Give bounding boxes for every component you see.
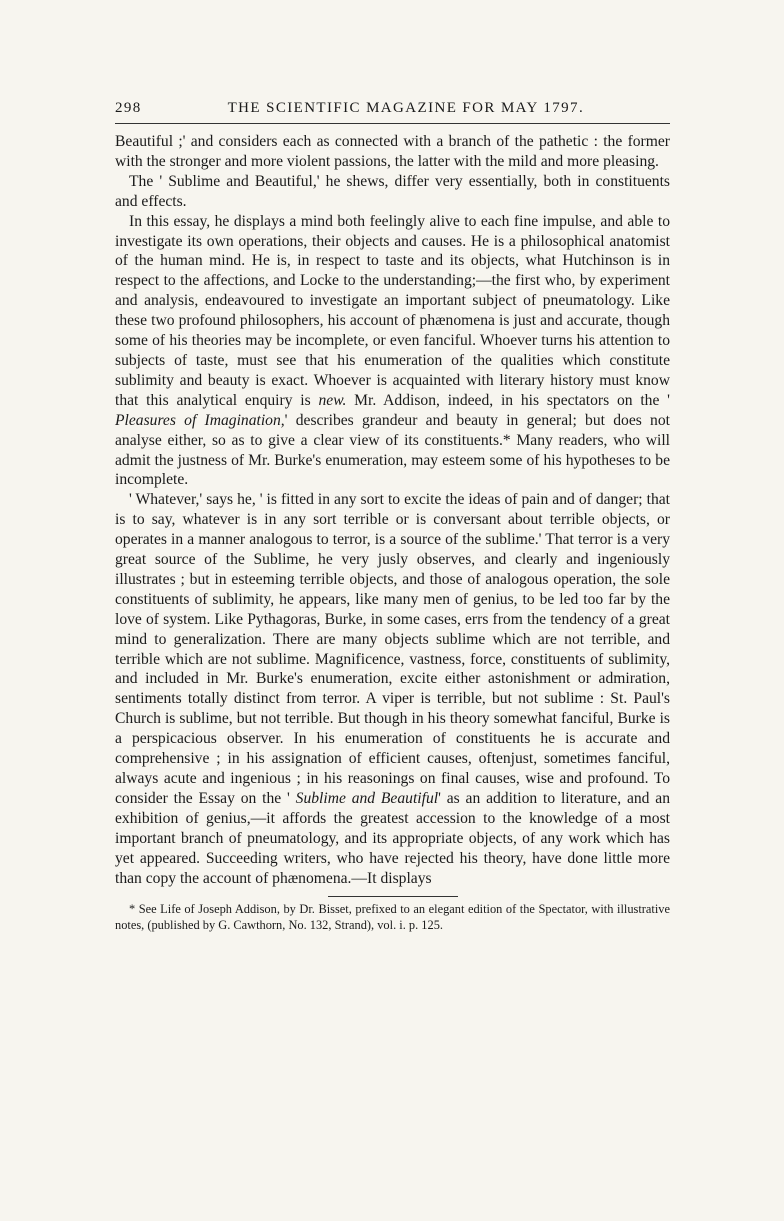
book-page [115,100,670,933]
paragraph [115,490,670,888]
running-title: THE SCIENTIFIC MAGAZINE FOR MAY 1797. [227,100,585,116]
paragraph-continuation: Beautiful ;' and considers each as connected with a branch of the pathetic : the former with the stronger and more violent passions, the latter with the mild and more pleasing. [115,133,670,170]
paragraph-text: ' as an addition to literature, and an exhibition of genius,—it affords the greatest accession to the knowledge of a most important branch of pneumatology, and its appropriate objects, of any work which has yet appeared. Succeeding writers, who have rejected his theory, have done little more than copy the account of phænomena.—It displays [115,789,671,887]
work-title: Sublime and Beautiful [295,789,439,807]
paragraph-text: ' Whatever,' says he, ' is fitted in any sort to excite the ideas of pain and of danger; that is to say, whatever is in any sort terrible or is conversant about terrible objects, or operates in a manner analogous to terror, is a source of the sublime.' That terror is a very great source of the Sublime, he very jusly observes, and clearly and ingeniously illustrates ; but in esteeming terrible objects, and those of analogous operation, the sole constituents of sublimity, he appears, like many men of genius, to be led too far by the love of system. Like Pythagoras, Burke, in some cases, errs from the tendency of a great mind to generalization. There are many objects sublime which are not terrible, and terrible which are not sublime. Magnificence, vastness, force, constituents of sublimity, and included in Mr. Burke's enumeration, excite either astonishment or admiration, sentiments totally distinct from terror. A viper is terrible, but not sublime : St. Paul's Church is sublime, but not terrible. But though in his theory somewhat fanciful, Burke is a perspicacious observer. In his enumeration of constituents he is accurate and comprehensive ; in his assignation of efficient causes, oftenjust, sometimes fanciful, always acute and ingenious ; in his reasonings on final causes, wise and profound. To consider the Essay on the ' [115,491,670,807]
paragraph-text: Mr. Addison, indeed, in his spectators on the ' [346,391,670,409]
paragraph: The ' Sublime and Beautiful,' he shews, differ very essentially, both in constituents and effects. [115,172,670,210]
paragraph-text: ' describes grandeur and beauty in general; but does not analyse either, so as to give a clear view of its constituents.* Many readers, who will admit the justness of Mr. Burke's enumeration, may esteem some of his hypotheses to be incomplete. [115,411,670,489]
page-header [115,100,670,124]
footnote: * See Life of Joseph Addison, by Dr. Bisset, prefixed to an elegant edition of the Spectator, with illustrative notes, (published by G. Cawthorn, No. 132, Strand), vol. i. p. 125. [115,902,670,933]
paragraph [115,212,670,491]
footnote-divider [328,896,458,897]
emphasis-text: new. [318,391,347,409]
page-number: 298 [115,100,142,116]
paragraph-text: In this essay, he displays a mind both feelingly alive to each fine impulse, and able to investigate its own operations, their objects and causes. He is a philosophical anatomist of the human mind. He is, in respect to taste and its objects, what Hutchinson is in respect to the affections, and Locke to the understanding;—the first who, by experiment and analysis, endeavoured to investigate an important subject of pneumatology. Like these two profound philosophers, his account of phænomena is just and accurate, though some of his theories may be incomplete, or even fanciful. Whoever turns his attention to subjects of taste, must see that his enumeration of the qualities which constitute sublimity and beauty is exact. Whoever is acquainted with literary history must know that this analytical enquiry is [115,212,670,409]
work-title: Pleasures of Imagination, [115,411,285,429]
body-text [115,132,670,888]
